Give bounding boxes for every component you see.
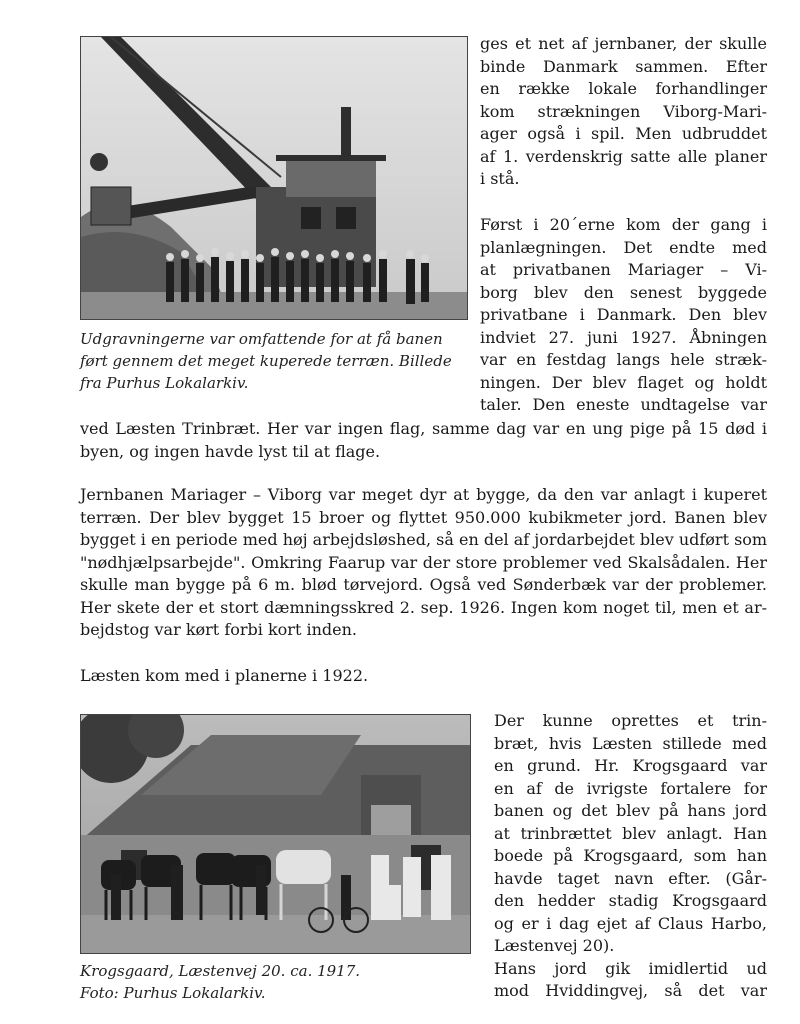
text-line: ningen. Der blev flaget og holdt — [480, 372, 767, 392]
text-line: Her skete der et stort dæmningsskred 2. sep. 1926. Ingen kom noget til, men et ar- — [80, 597, 767, 617]
text-line: terræn. Der blev bygget 15 broer og flyttet 950.000 kubikmeter jord. Banen blev — [80, 507, 767, 527]
text-line: boede på Krogsgaard, som han — [494, 846, 767, 865]
text-line: af 1. verdenskrig satte alle planer — [480, 146, 767, 166]
paragraph-laesten-1922 — [80, 665, 767, 688]
text-line: en grund. Hr. Krogsgaard var — [494, 756, 767, 775]
excavation-photo-illustration — [81, 37, 467, 319]
text-line: Læstenvej 20). — [494, 936, 615, 955]
caption-line: Foto: Purhus Lokalarkiv. — [80, 984, 266, 1002]
text-line: ges et net af jernbaner, der skulle — [480, 34, 767, 53]
text-line: bræt, hvis Læsten stillede med — [494, 733, 767, 753]
text-line: Jernbanen Mariager – Viborg var meget dyr at bygge, da den var anlagt i kuperet — [80, 485, 767, 504]
text-line: skulle man bygge på 6 m. blød tørvejord. Også ved Sønderbæk var der problemer. — [80, 575, 767, 594]
text-line: at privatbanen Mariager – Vi- — [480, 260, 767, 279]
text-line: bygget i en periode med høj arbejdsløshed, så en del af jordarbejdet blev udført som — [80, 530, 768, 549]
krogsgaard-photo — [80, 714, 471, 954]
text-line: bejdstog var kørt forbi kort inden. — [80, 620, 357, 639]
text-line: og er i dag ejet af Claus Harbo, — [494, 913, 767, 933]
text-line: kom strækningen Viborg-Mari- — [480, 101, 767, 121]
paragraph-construction-cost — [80, 484, 767, 642]
text-line: ved Læsten Trinbræt. Her var ingen flag, samme dag var en ung pige på 15 død i — [80, 419, 767, 438]
text-line: havde taget navn efter. (Går- — [494, 868, 767, 888]
paragraph-railway-network — [480, 33, 767, 191]
caption-line: ført gennem det meget kuperede terræn. Billede — [80, 352, 452, 370]
text-line: mod Hviddingvej, så det var — [494, 981, 767, 1000]
text-line: en række lokale forhandlinger — [480, 79, 767, 98]
text-line: den hedder stadig Krogsgaard — [494, 891, 767, 910]
text-line: banen og det blev på hans jord — [494, 801, 767, 820]
paragraph-laesten-trinbraet — [80, 418, 767, 463]
text-line: "nødhjælpsarbejde". Omkring Faarup var der store problemer ved Skalsådalen. Her — [80, 552, 767, 572]
text-line: privatbane i Danmark. Den blev — [480, 305, 767, 324]
text-line: indviet 27. juni 1927. Åbningen — [480, 327, 767, 347]
caption-line: Krogsgaard, Læstenvej 20. ca. 1917. — [80, 962, 361, 980]
krogsgaard-photo-caption — [80, 960, 480, 1004]
caption-line: Udgravningerne var omfattende for at få banen — [80, 330, 443, 348]
text-line: Læsten kom med i planerne i 1922. — [80, 666, 369, 685]
text-line: at trinbrættet blev anlagt. Han — [494, 823, 767, 843]
text-line: Der kunne oprettes et trin- — [494, 711, 767, 730]
text-line: binde Danmark sammen. Efter — [480, 56, 767, 76]
text-line: taler. Den eneste undtagelse var — [480, 395, 767, 414]
text-line: Først i 20´erne kom der gang i — [480, 215, 767, 234]
text-line: en af de ivrigste fortalere for — [494, 778, 767, 798]
paragraph-planning-twenties — [480, 214, 767, 417]
caption-line: fra Purhus Lokalarkiv. — [80, 374, 249, 392]
excavation-photo-caption — [80, 328, 480, 394]
text-line: i stå. — [480, 169, 520, 188]
excavation-photo — [80, 36, 468, 320]
text-line: byen, og ingen havde lyst til at flage. — [80, 441, 381, 461]
text-line: var en festdag langs hele stræk- — [480, 350, 767, 369]
text-line: planlægningen. Det endte med — [480, 237, 767, 257]
text-line: ager også i spil. Men udbruddet — [480, 124, 767, 143]
paragraph-krogsgaard — [494, 710, 767, 1003]
krogsgaard-photo-illustration — [81, 715, 470, 953]
text-line: Hans jord gik imidlertid ud — [494, 958, 767, 978]
text-line: borg blev den senest byggede — [480, 282, 767, 302]
